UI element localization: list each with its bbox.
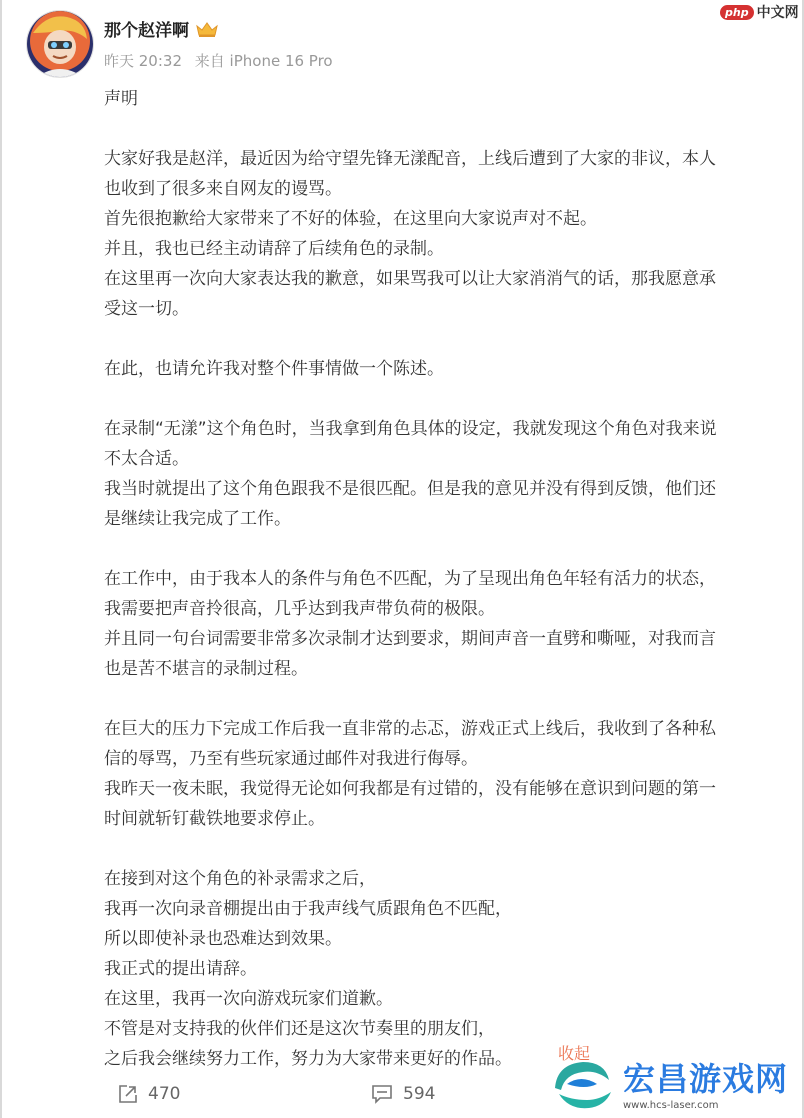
post-text-line: 在此，也请允许我对整个件事情做一个陈述。 [104,359,444,379]
post-text-line: 我正式的提出请辞。 [104,959,257,979]
left-border [0,0,2,1118]
paragraph-gap [104,534,784,564]
post-text-line: 之后我会继续努力工作，努力为大家带来更好的作品。 [104,1049,512,1069]
php-site-text: 中文网 [756,5,799,21]
repost-button[interactable] [118,1084,180,1104]
post-text-line: 不太合适。 [104,449,189,469]
paragraph-gap [104,684,784,714]
post-text-line: 在工作中，由于我本人的条件与角色不匹配，为了呈现出角色年轻有活力的状态， [104,569,716,589]
post-text-line: 并且同一句台词需要非常多次录制才达到要求，期间声音一直劈和嘶哑，对我而言 [104,629,716,649]
php-badge: php [720,5,754,20]
collapse-link[interactable]: 收起 [558,1044,591,1063]
repost-count: 470 [148,1084,181,1104]
post-text-line: 所以即使补录也恐难达到效果。 [104,929,342,949]
post-text-line: 是继续让我完成了工作。 [104,509,291,529]
username[interactable] [104,16,219,41]
post-text-line: 也收到了很多来自网友的谩骂。 [104,179,342,199]
post-source: 来自 iPhone 16 Pro [194,52,333,70]
post-body [104,84,784,1074]
post-text-line: 在这里再一次向大家表达我的歉意，如果骂我可以让大家消消气的话，那我愿意承 [104,269,716,289]
avatar-illustration [27,11,93,77]
comment-icon [371,1084,393,1104]
post-text-line: 不管是对支持我的伙伴们还是这次节奏里的朋友们， [104,1019,495,1039]
post-text-line: 大家好我是赵洋，最近因为给守望先锋无漾配音，上线后遭到了大家的非议，本人 [104,149,716,169]
corner-watermark [547,1052,802,1118]
post-text-line: 声明 [104,89,138,109]
post-text-line: 在巨大的压力下完成工作后我一直非常的忐忑，游戏正式上线后，我收到了各种私 [104,719,716,739]
post-text-line: 在接到对这个角色的补录需求之后， [104,869,376,889]
post-text-line: 我昨天一夜未眠，我觉得无论如何我都是有过错的，没有能够在意识到问题的第一 [104,779,716,799]
avatar[interactable] [26,10,94,78]
paragraph-gap [104,384,784,414]
post-text-line: 也是苦不堪言的录制过程。 [104,659,308,679]
comment-button[interactable] [371,1084,435,1104]
post-text-line: 并且，我也已经主动请辞了后续角色的录制。 [104,239,444,259]
watermark-logo-icon [547,1054,617,1116]
paragraph-gap [104,834,784,864]
paragraph-gap [104,324,784,354]
post-timestamp[interactable]: 昨天 20:32 [104,52,182,70]
watermark-title: 宏昌游戏网 [623,1059,789,1098]
php-site-watermark [720,0,799,24]
repost-icon [118,1084,138,1104]
watermark-url: www.hcs-laser.com [623,1099,719,1111]
post-meta [104,50,341,71]
comment-count: 594 [403,1084,436,1104]
post-text-line: 我需要把声音拎很高，几乎达到我声带负荷的极限。 [104,599,495,619]
post-text-line: 我当时就提出了这个角色跟我不是很匹配。但是我的意见并没有得到反馈，他们还 [104,479,716,499]
post-text-line: 我再一次向录音棚提出由于我声线气质跟角色不匹配， [104,899,512,919]
post-text-line: 信的辱骂，乃至有些玩家通过邮件对我进行侮辱。 [104,749,478,769]
post-text-line: 受这一切。 [104,299,189,319]
vip-crown-icon [195,20,219,38]
post-text-line: 首先很抱歉给大家带来了不好的体验，在这里向大家说声对不起。 [104,209,597,229]
post-text-line: 在这里，我再一次向游戏玩家们道歉。 [104,989,393,1009]
username-text[interactable]: 那个赵洋啊 [104,21,189,41]
post-text-line: 在录制“无漾”这个角色时，当我拿到角色具体的设定，我就发现这个角色对我来说 [104,419,717,439]
post-text-line: 时间就斩钉截铁地要求停止。 [104,809,325,829]
paragraph-gap [104,114,784,144]
